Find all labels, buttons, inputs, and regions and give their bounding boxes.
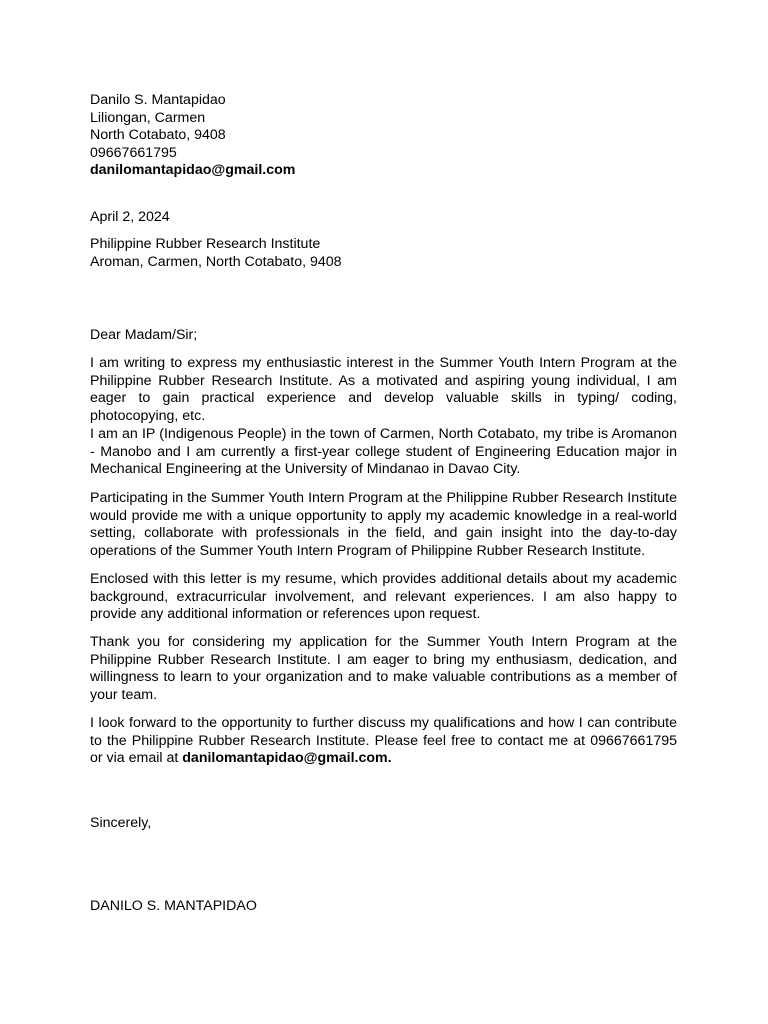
sender-email: danilomantapidao@gmail.com xyxy=(90,162,296,179)
salutation: Dear Madam/Sir; xyxy=(90,327,198,343)
letter-date: April 2, 2024 xyxy=(90,209,170,225)
recipient-address: Aroman, Carmen, North Cotabato, 9408 xyxy=(90,253,342,270)
recipient-block xyxy=(90,236,677,271)
sender-block xyxy=(90,92,677,180)
closing: Sincerely, xyxy=(90,815,152,831)
sender-address-line1: Liliongan, Carmen xyxy=(90,109,206,126)
sender-address-line2: North Cotabato, 9408 xyxy=(90,127,226,144)
paragraph-6-email: danilomantapidao@gmail.com. xyxy=(182,750,392,767)
body-paragraph-3: Participating in the Summer Youth Intern Program at the Philippine Rubber Research Institute would provide me with a unique opportunity to apply my academic knowledge in a real-world setting, collaborate with professionals in the field, and gain insight into the day-to-day operations of the Summer Youth Intern Program of Philippine Rubber Research Institute. xyxy=(90,490,677,559)
body-paragraph-4: Enclosed with this letter is my resume, which provides additional details about my academic background, extracurricular involvement, and relevant experiences. I am also happy to provide any additional information or references upon request. xyxy=(90,571,677,623)
signature-name: DANILO S. MANTAPIDAO xyxy=(90,898,257,914)
body-paragraph-6 xyxy=(90,715,677,768)
sender-phone: 09667661795 xyxy=(90,144,177,161)
body-paragraph-1: I am writing to express my enthusiastic interest in the Summer Youth Intern Program at the Philippine Rubber Research Institute. As a motivated and aspiring young individual, I am eager to gain practical experience and develop valuable skills in typing/ coding, photocopying, etc. xyxy=(90,355,677,424)
body-paragraph-2: I am an IP (Indigenous People) in the town of Carmen, North Cotabato, my tribe is Aromanon - Manobo and I am currently a first-year college student of Engineering Education major in Mechanical Engineering at the University of Mindanao in Davao City. xyxy=(90,426,677,478)
sender-name: Danilo S. Mantapidao xyxy=(90,92,226,108)
recipient-organization: Philippine Rubber Research Institute xyxy=(90,236,321,252)
body-paragraph-5: Thank you for considering my application for the Summer Youth Intern Program at the Philippine Rubber Research Institute. I am eager to bring my enthusiasm, dedication, and willingness to learn to your organization and to make valuable contributions as a member of your team. xyxy=(90,634,677,703)
paragraph-6-text: I look forward to the opportunity to further discuss my qualifications and how I can contribute to the Philippine Rubber Research Institute. Please feel free to contact me at 09667661795 or via email at xyxy=(90,715,677,767)
